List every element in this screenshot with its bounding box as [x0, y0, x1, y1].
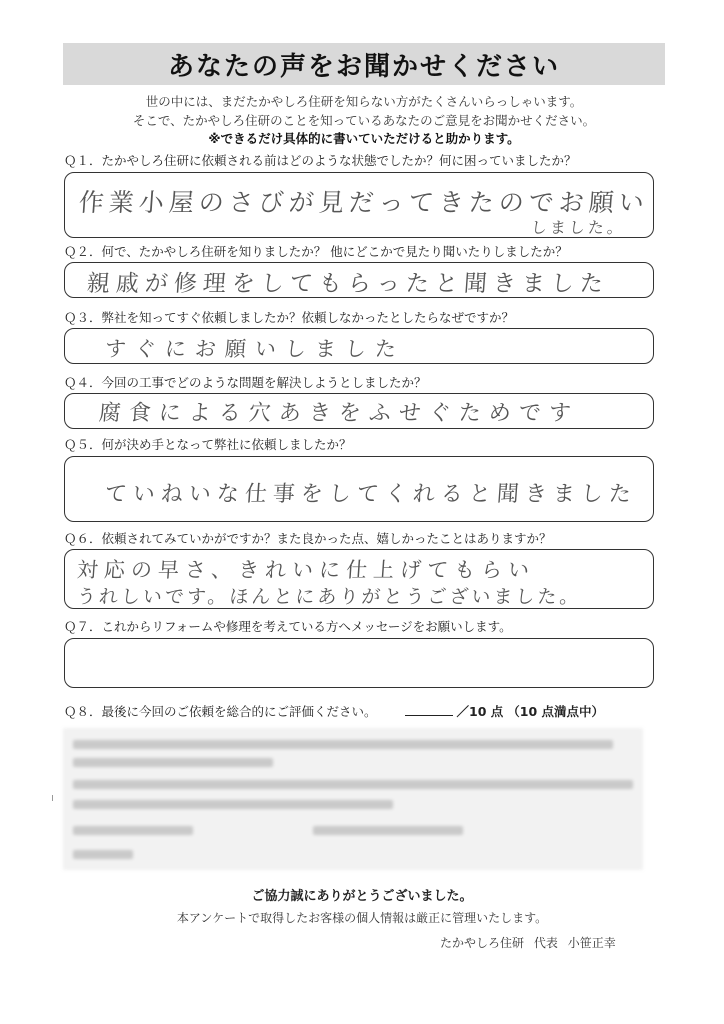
intro-line-2: そこで、たかやしろ住研のことを知っているあなたのご意見をお聞かせください。 [132, 113, 596, 128]
question-2-label: Ｑ２．何で、たかやしろ住研を知りましたか？ 他にどこかで見たり聞いたりしましたか？ [64, 244, 568, 259]
answer-1-line-2: しました。 [530, 218, 627, 237]
answer-1-line-1: 作業小屋のさびが見だってきたのでお願い [77, 188, 650, 217]
rating-label: Ｑ８．最後に今回のご依頼を総合的にご評価ください。 [64, 704, 377, 719]
representative-role: 代表 [533, 936, 558, 950]
representative-name: 小笹正幸 [567, 936, 616, 950]
question-7-label: Ｑ７．これからリフォームや修理を考えている方へメッセージをお願いします。 [64, 619, 512, 634]
signature-line [440, 934, 616, 951]
answer-5-line-1: ていねいな仕事をしてくれると聞きました [103, 482, 638, 507]
answer-2-box [64, 262, 654, 298]
answer-4-box [64, 393, 654, 429]
redacted-area [63, 728, 643, 870]
question-3-label: Ｑ３．弊社を知ってすぐ依頼しましたか？依頼しなかったとしたらなぜですか？ [64, 310, 515, 325]
answer-7-box [64, 638, 654, 688]
intro-line-3: ※できるだけ具体的に書いていただけると助かります。 [208, 131, 520, 146]
rating-blank [405, 705, 453, 716]
question-4-label: Ｑ４．今回の工事でどのような問題を解決しようとしましたか？ [64, 375, 427, 390]
answer-2-line-1: 親戚が修理をしてもらったと聞きました [85, 271, 610, 297]
question-6-label: Ｑ６．依頼されてみていかがですか？また良かった点、嬉しかったことはありますか？ [64, 531, 552, 546]
answer-6-line-2: うれしいです。ほんとにありがとうございました。 [76, 586, 583, 608]
answer-5-box [64, 456, 654, 522]
thanks-text: ご協力誠にありがとうございました。 [251, 889, 473, 904]
answer-6-box [64, 549, 654, 609]
answer-4-line-1: 腐食による穴あきをふせぐためです [97, 401, 580, 426]
rating-score-suffix: ／10 点 [456, 704, 504, 719]
answer-3-line-1: すぐにお願いしました [104, 337, 406, 361]
question-1-label: Ｑ１．たかやしろ住研に依頼される前はどのような状態でしたか？何に困っていましたか？ [64, 153, 577, 168]
rating-score-note: （10 点満点中） [507, 704, 604, 719]
intro-line-1: 世の中には、まだたかやしろ住研を知らない方がたくさんいらっしゃいます。 [145, 94, 583, 109]
rating-row [64, 702, 604, 720]
margin-mark [52, 795, 53, 801]
survey-title: あなたの声をお聞かせください [63, 43, 665, 85]
privacy-note: 本アンケートで取得したお客様の個人情報は厳正に管理いたします。 [176, 911, 548, 925]
answer-6-line-1: 対応の早さ、きれいに仕上げてもらい [76, 558, 536, 582]
answer-1-box [64, 172, 654, 238]
question-5-label: Ｑ５．何が決め手となって弊社に依頼しましたか？ [64, 437, 352, 452]
company-name: たかやしろ住研 [440, 936, 525, 950]
answer-3-box [64, 328, 654, 364]
